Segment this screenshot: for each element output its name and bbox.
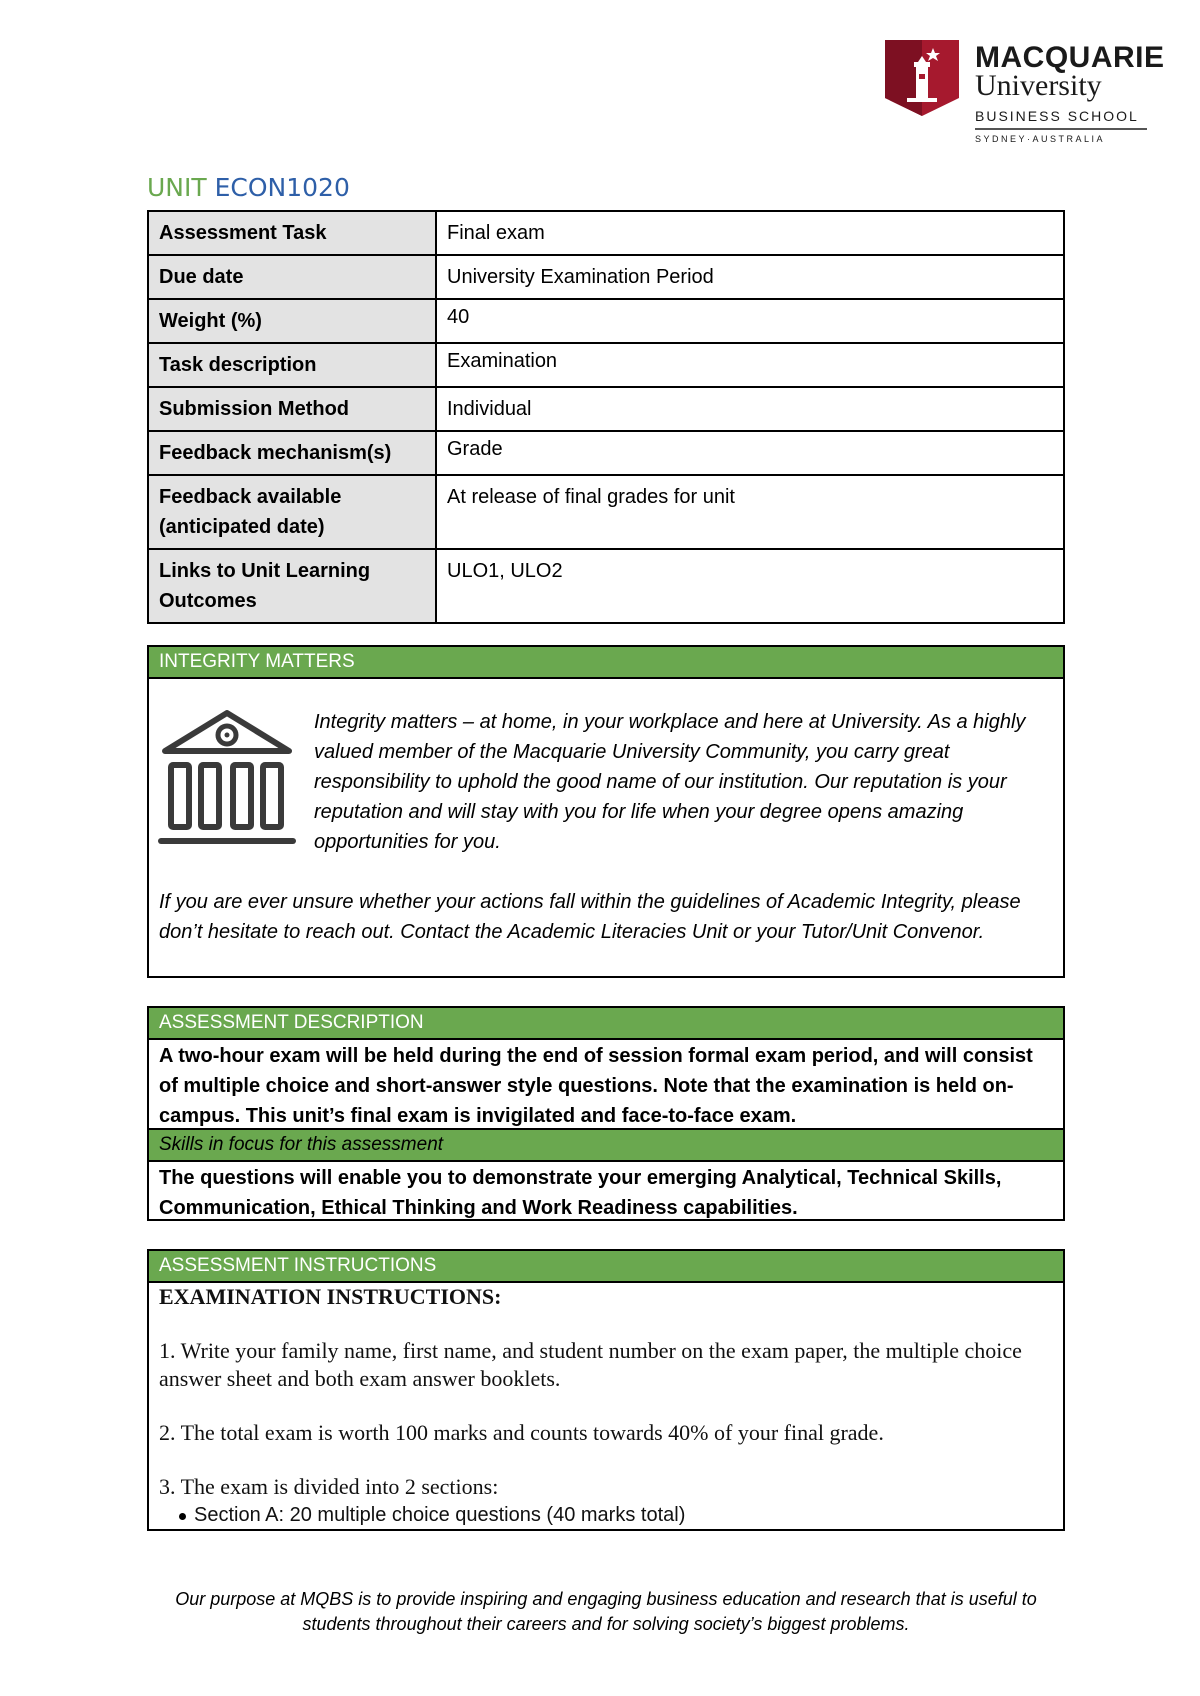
row-label: Assessment Task [148, 211, 436, 255]
instructions-title: EXAMINATION INSTRUCTIONS: [159, 1284, 502, 1309]
integrity-heading: INTEGRITY MATTERS [149, 647, 1063, 679]
instructions-heading: ASSESSMENT INSTRUCTIONS [149, 1251, 1063, 1283]
row-value: At release of final grades for unit [436, 475, 1064, 549]
row-value: University Examination Period [436, 255, 1064, 299]
unit-code: ECON1020 [214, 173, 350, 202]
row-value: ULO1, ULO2 [436, 549, 1064, 623]
row-value: Examination [436, 343, 1064, 387]
institution-icon [157, 707, 297, 847]
table-row [148, 255, 1064, 299]
row-label: Links to Unit Learning Outcomes [148, 549, 436, 623]
row-label: Due date [148, 255, 436, 299]
logo-university: University [975, 69, 1102, 102]
row-label: Submission Method [148, 387, 436, 431]
table-row [148, 387, 1064, 431]
shield-icon [885, 40, 959, 116]
integrity-contact-paragraph: If you are ever unsure whether your actions fall within the guidelines of Academic Integrity, please don’t hesitate to reach out. Contact the Academic Literacies Unit or your Tutor/Unit Convenor. [159, 891, 1021, 943]
row-value: Grade [436, 431, 1064, 475]
description-heading: ASSESSMENT DESCRIPTION [149, 1008, 1063, 1040]
skills-heading: Skills in focus for this assessment [149, 1130, 1063, 1162]
assessment-instructions-section [147, 1249, 1065, 1531]
university-logo [885, 40, 1165, 148]
table-row [148, 211, 1064, 255]
row-label: Feedback mechanism(s) [148, 431, 436, 475]
row-value: Final exam [436, 211, 1064, 255]
row-label: Weight (%) [148, 299, 436, 343]
table-row [148, 549, 1064, 623]
skills-body: The questions will enable you to demonstrate your emerging Analytical, Technical Skills, Communication, Ethical Thinking and Work Readiness capabilities. [159, 1167, 1002, 1219]
assessment-info-table [147, 210, 1065, 624]
logo-divider [975, 128, 1147, 130]
row-value: 40 [436, 299, 1064, 343]
instruction-item: 1. Write your family name, first name, and student number on the exam paper, the multiple choice answer sheet and both exam answer booklets. [159, 1338, 1022, 1391]
row-label: Feedback available (anticipated date) [148, 475, 436, 549]
unit-heading [147, 173, 350, 203]
instruction-bullet: Section A: 20 multiple choice questions (40 marks total) [159, 1501, 1053, 1529]
table-row [148, 475, 1064, 549]
integrity-section [147, 645, 1065, 978]
logo-name: MACQUARIE [975, 41, 1165, 74]
row-value: Individual [436, 387, 1064, 431]
logo-location: SYDNEY·AUSTRALIA [975, 134, 1106, 144]
logo-school: BUSINESS SCHOOL [975, 108, 1139, 124]
unit-word: UNIT [147, 173, 207, 202]
table-row [148, 299, 1064, 343]
instruction-item: 2. The total exam is worth 100 marks and counts towards 40% of your final grade. [159, 1420, 884, 1445]
assessment-description-section [147, 1006, 1065, 1221]
table-row [148, 343, 1064, 387]
description-body: A two-hour exam will be held during the end of session formal exam period, and will consist of multiple choice and short-answer style questions. Note that the examination is held on-campus. This unit’s final exam is invigilated and face-to-face exam. [149, 1040, 1063, 1130]
instruction-item: 3. The exam is divided into 2 sections: [159, 1474, 499, 1499]
table-row [148, 431, 1064, 475]
purpose-footer: Our purpose at MQBS is to provide inspiring and engaging business education and research that is useful to students throughout their careers and for solving society’s biggest problems. [175, 1589, 1037, 1634]
row-label: Task description [148, 343, 436, 387]
integrity-paragraph: Integrity matters – at home, in your workplace and here at University. As a highly valued member of the Macquarie University Community, you carry great responsibility to uphold the good name of our institution. Our reputation is your reputation and will stay with you for life when your degree opens amazing opportunities for you. [314, 711, 1026, 853]
